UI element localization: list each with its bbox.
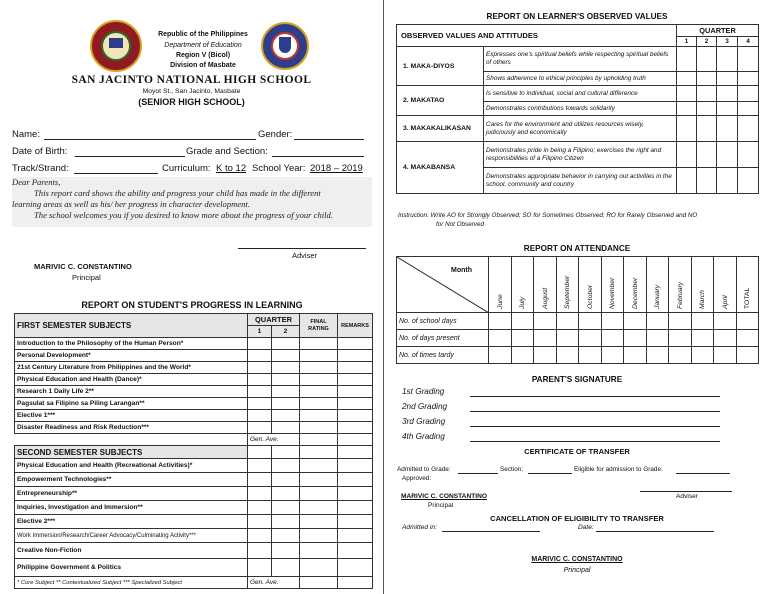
grade-cell[interactable] (248, 374, 272, 386)
attendance-cell[interactable] (511, 313, 534, 330)
grade-cell[interactable] (338, 410, 373, 422)
grade-cell[interactable] (338, 350, 373, 362)
month-label: Month (451, 267, 472, 274)
attendance-cell[interactable] (556, 347, 579, 364)
subject-row: Creative Non-Fiction (15, 543, 248, 559)
admitted-in-label: Admitted in: (402, 524, 437, 531)
gen-ave-cell[interactable] (300, 577, 338, 589)
header-cell (338, 446, 373, 459)
first-sem-header: FIRST SEMESTER SUBJECTS (15, 314, 248, 338)
attendance-cell[interactable] (646, 347, 669, 364)
attendance-cell[interactable] (624, 313, 647, 330)
grade-cell[interactable] (272, 487, 300, 501)
attendance-cell[interactable] (579, 330, 602, 347)
region-text: Region V (Bicol) (175, 52, 231, 59)
quarter-2-header: 2 (272, 326, 300, 338)
grade-cell[interactable] (300, 543, 338, 559)
rating-cell[interactable] (697, 116, 717, 142)
spacer-cell (15, 434, 248, 446)
grade-cell[interactable] (272, 398, 300, 410)
first-sem-gen-ave-label: Gen. Ave. (248, 434, 300, 446)
approved-label: Approved: (402, 475, 432, 482)
attendance-cell[interactable] (669, 313, 692, 330)
gender-field[interactable] (294, 139, 364, 140)
attendance-cell[interactable] (624, 347, 647, 364)
behavior-statement: Shows adherence to ethical principles by upholding truth (484, 72, 677, 86)
month-header (714, 257, 737, 313)
grade-cell[interactable] (338, 473, 373, 487)
quarter-1-header: 1 (248, 326, 272, 338)
month-header (601, 257, 624, 313)
grade-cell[interactable] (248, 515, 272, 529)
grade-cell[interactable] (272, 473, 300, 487)
subject-row: Physical Education and Health (Recreational Activities)* (15, 459, 248, 473)
month-header (534, 257, 557, 313)
dob-label: Date of Birth: (12, 146, 68, 157)
grade-cell[interactable] (338, 362, 373, 374)
grade-cell[interactable] (338, 487, 373, 501)
attendance-cell[interactable] (489, 347, 512, 364)
month-text: March (699, 290, 707, 309)
certificate-principal-name: MARIVIC C. CONSTANTINO (401, 493, 487, 500)
observed-values-table (396, 24, 759, 194)
grade-cell[interactable] (300, 529, 338, 543)
grade-section-label: Grade and Section: (186, 146, 268, 157)
subject-row: Research 1 Daily Life 2** (15, 386, 248, 398)
rating-cell[interactable] (677, 72, 697, 86)
gen-ave-cell[interactable] (338, 577, 373, 589)
grade-section-field[interactable] (272, 156, 364, 157)
quarter-header: QUARTER (248, 314, 300, 326)
grading-3-signature-line[interactable] (470, 426, 720, 427)
attendance-cell[interactable] (669, 347, 692, 364)
grade-cell[interactable] (338, 386, 373, 398)
grade-cell[interactable] (338, 501, 373, 515)
admitted-grade-label: Admitted to Grade: (397, 466, 451, 473)
certificate-adviser-label: Adviser (676, 493, 698, 500)
subject-row: Disaster Readiness and Risk Reduction*** (15, 422, 248, 434)
month-header (556, 257, 579, 313)
certificate-title: CERTIFICATE OF TRANSFER (524, 447, 630, 456)
attendance-row-label: No. of times tardy (397, 347, 489, 364)
month-header (624, 257, 647, 313)
behavior-statement: Demonstrates pride in being a Filipino; exercises the right and responsibilities of a Filipino Citizen (484, 142, 677, 168)
section-label: Section: (500, 466, 524, 473)
grade-cell[interactable] (272, 459, 300, 473)
attendance-cell[interactable] (534, 347, 557, 364)
attendance-cell[interactable] (556, 313, 579, 330)
grade-cell[interactable] (300, 338, 338, 350)
grading-1-label: 1st Grading (402, 387, 445, 396)
month-text: October (586, 284, 594, 309)
dob-field[interactable] (75, 156, 185, 157)
month-header (669, 257, 692, 313)
attendance-row-label: No. of days present (397, 330, 489, 347)
attendance-cell[interactable] (556, 330, 579, 347)
grade-cell[interactable] (272, 529, 300, 543)
grade-cell[interactable] (272, 515, 300, 529)
curriculum-label: Curriculum: (162, 163, 211, 174)
month-text: June (496, 294, 504, 309)
rating-cell[interactable] (738, 86, 759, 102)
page-fold-divider (383, 0, 384, 594)
attendance-cell[interactable] (601, 347, 624, 364)
grade-cell[interactable] (338, 559, 373, 577)
month-header (646, 257, 669, 313)
rating-cell[interactable] (697, 47, 717, 72)
grade-cell[interactable] (248, 422, 272, 434)
grade-cell[interactable] (248, 543, 272, 559)
school-seal-icon (90, 20, 142, 72)
attendance-cell[interactable] (511, 330, 534, 347)
attendance-cell[interactable] (579, 313, 602, 330)
grade-cell[interactable] (300, 386, 338, 398)
rating-cell[interactable] (717, 86, 738, 102)
final-rating-header: FINAL RATING (300, 314, 338, 338)
rating-cell[interactable] (697, 86, 717, 102)
attendance-cell[interactable] (534, 313, 557, 330)
subject-row: Entrepreneurship** (15, 487, 248, 501)
subject-row: Inquiries, Investigation and Immersion** (15, 501, 248, 515)
rating-cell[interactable] (717, 47, 738, 72)
attendance-cell[interactable] (714, 347, 737, 364)
core-value-makakalikasan: 3. MAKAKALIKASAN (397, 116, 484, 142)
core-value-makatao: 2. MAKATAO (397, 86, 484, 116)
second-sem-header: SECOND SEMESTER SUBJECTS (15, 446, 248, 459)
month-header (736, 257, 759, 313)
grading-4-signature-line[interactable] (470, 441, 720, 442)
grade-cell[interactable] (300, 422, 338, 434)
attendance-cell[interactable] (601, 313, 624, 330)
rating-cell[interactable] (738, 102, 759, 116)
subject-row: Introduction to the Philosophy of the Human Person* (15, 338, 248, 350)
observed-q4: 4 (738, 37, 759, 47)
attendance-row-label: No. of school days (397, 313, 489, 330)
grade-cell[interactable] (300, 459, 338, 473)
attendance-cell[interactable] (489, 330, 512, 347)
attendance-cell[interactable] (534, 330, 557, 347)
core-value-makabansa: 4. MAKABANSA (397, 142, 484, 194)
grading-4-label: 4th Grading (402, 432, 445, 441)
month-text: April (721, 295, 729, 309)
month-header (691, 257, 714, 313)
remarks-header: REMARKS (338, 314, 373, 338)
observed-q3: 3 (717, 37, 738, 47)
attendance-cell[interactable] (736, 313, 759, 330)
grade-cell[interactable] (338, 422, 373, 434)
subject-row: Work Immersion/Research/Career Advocacy/Culminating Activity*** (15, 529, 248, 543)
grade-cell[interactable] (248, 398, 272, 410)
grade-cell[interactable] (300, 515, 338, 529)
grade-cell[interactable] (248, 410, 272, 422)
second-sem-gen-ave-label: Gen. Ave. (248, 577, 300, 589)
progress-title: REPORT ON STUDENT'S PROGRESS IN LEARNING (81, 300, 303, 310)
attendance-cell[interactable] (736, 330, 759, 347)
eligible-grade-field[interactable] (676, 473, 730, 474)
rating-cell[interactable] (697, 72, 717, 86)
observed-q1: 1 (677, 37, 697, 47)
grade-cell[interactable] (248, 338, 272, 350)
grade-cell[interactable] (248, 386, 272, 398)
adviser-signature-line[interactable] (238, 248, 366, 249)
letter-line-3: The school welcomes you if you desired to know more about the progress of your child. (34, 210, 333, 220)
rating-cell[interactable] (677, 168, 697, 194)
corner-diagonal (397, 257, 489, 313)
grade-cell[interactable] (338, 543, 373, 559)
attendance-cell[interactable] (646, 330, 669, 347)
grade-cell[interactable] (300, 473, 338, 487)
grade-cell[interactable] (338, 338, 373, 350)
gen-ave-cell[interactable] (300, 434, 338, 446)
subject-legend: * Core Subject ** Contextualized Subject *** Specialized Subject (15, 577, 248, 589)
observed-q2: 2 (697, 37, 717, 47)
subject-row: Elective 2*** (15, 515, 248, 529)
grade-cell[interactable] (248, 559, 272, 577)
section-field[interactable] (528, 473, 572, 474)
republic-text: Republic of the Philippines (158, 31, 248, 38)
track-label: Track/Strand: (12, 163, 69, 174)
grade-cell[interactable] (272, 543, 300, 559)
rating-cell[interactable] (677, 47, 697, 72)
gender-label: Gender: (258, 129, 293, 140)
school-level: (SENIOR HIGH SCHOOL) (138, 97, 245, 107)
grade-cell[interactable] (272, 338, 300, 350)
observed-instruction-1: Instruction: Write AO for Strongly Observed; SO for Sometimes Observed; RO for Rarely Observed and NO (398, 212, 698, 219)
rating-cell[interactable] (677, 116, 697, 142)
header-cell (300, 446, 338, 459)
cancellation-principal-name: MARIVIC C. CONSTANTINO (531, 556, 623, 563)
attendance-cell[interactable] (669, 330, 692, 347)
rating-cell[interactable] (717, 116, 738, 142)
rating-cell[interactable] (697, 168, 717, 194)
grade-cell[interactable] (338, 515, 373, 529)
grade-cell[interactable] (272, 410, 300, 422)
grade-cell[interactable] (338, 374, 373, 386)
month-text: December (631, 277, 639, 309)
grading-3-label: 3rd Grading (402, 417, 446, 426)
attendance-table (396, 256, 759, 364)
grading-2-label: 2nd Grading (402, 402, 448, 411)
month-text: January (654, 284, 662, 309)
letter-salutation: Dear Parents, (12, 177, 61, 187)
grade-cell[interactable] (272, 386, 300, 398)
subject-row: Pagsulat sa Filipino sa Piling Larangan** (15, 398, 248, 410)
school-year-value: 2018 – 2019 (310, 163, 363, 174)
grading-1-signature-line[interactable] (470, 396, 720, 397)
grade-cell[interactable] (272, 559, 300, 577)
rating-cell[interactable] (738, 142, 759, 168)
letter-box (12, 177, 372, 227)
division-text: Division of Masbate (170, 62, 236, 69)
attendance-cell[interactable] (714, 330, 737, 347)
cancellation-date-field[interactable] (596, 531, 714, 532)
month-corner-cell (397, 257, 489, 313)
progress-table (14, 313, 373, 589)
grading-2-signature-line[interactable] (470, 411, 720, 412)
observed-values-title: REPORT ON LEARNER'S OBSERVED VALUES (486, 12, 668, 21)
attendance-title: REPORT ON ATTENDANCE (523, 244, 631, 253)
core-value-maka-diyos: 1. MAKA-DIYOS (397, 47, 484, 86)
attendance-cell[interactable] (489, 313, 512, 330)
adviser-label: Adviser (292, 251, 318, 260)
grade-cell[interactable] (300, 487, 338, 501)
principal-label: Principal (72, 273, 101, 282)
attendance-cell[interactable] (511, 347, 534, 364)
rating-cell[interactable] (717, 142, 738, 168)
department-text: Department of Education (164, 42, 242, 49)
header-cell (248, 446, 272, 459)
certificate-principal-label: Principal (428, 502, 454, 509)
month-header (579, 257, 602, 313)
attendance-cell[interactable] (691, 330, 714, 347)
grade-cell[interactable] (338, 529, 373, 543)
name-field[interactable] (44, 139, 256, 140)
grade-cell[interactable] (272, 374, 300, 386)
adviser-signature-line-transfer[interactable] (640, 491, 732, 492)
rating-cell[interactable] (738, 47, 759, 72)
school-name: SAN JACINTO NATIONAL HIGH SCHOOL (71, 74, 312, 86)
admitted-in-field[interactable] (442, 531, 540, 532)
cancellation-title: CANCELLATION OF ELIGIBILITY TO TRANSFER (490, 514, 664, 523)
curriculum-value: K to 12 (216, 163, 247, 174)
attendance-cell[interactable] (736, 347, 759, 364)
attendance-cell[interactable] (691, 347, 714, 364)
rating-cell[interactable] (717, 72, 738, 86)
subject-row: Elective 1*** (15, 410, 248, 422)
grade-cell[interactable] (272, 362, 300, 374)
subject-row: Philippine Government & Politics (15, 559, 248, 577)
subject-row: Physical Education and Health (Dance)* (15, 374, 248, 386)
grade-cell[interactable] (248, 473, 272, 487)
cancellation-date-label: Date: (578, 524, 594, 531)
name-label: Name: (12, 129, 40, 140)
month-text: February (676, 281, 684, 309)
rating-cell[interactable] (677, 102, 697, 116)
cancellation-principal-label: Principal (563, 567, 591, 574)
month-header (511, 257, 534, 313)
grade-cell[interactable] (300, 410, 338, 422)
subject-row: Empowerment Technologies** (15, 473, 248, 487)
grade-cell[interactable] (300, 398, 338, 410)
rating-cell[interactable] (738, 168, 759, 194)
rating-cell[interactable] (697, 102, 717, 116)
gen-ave-cell[interactable] (338, 434, 373, 446)
behavior-statement: Demonstrates contributions towards solidarity (484, 102, 677, 116)
grade-cell[interactable] (300, 501, 338, 515)
grade-cell[interactable] (300, 362, 338, 374)
month-text: November (609, 277, 617, 309)
grade-cell[interactable] (300, 374, 338, 386)
month-text: July (519, 296, 527, 309)
attendance-cell[interactable] (691, 313, 714, 330)
rating-cell[interactable] (677, 142, 697, 168)
grade-cell[interactable] (338, 459, 373, 473)
rating-cell[interactable] (717, 102, 738, 116)
header-cell (272, 446, 300, 459)
school-address: Moyot St., San Jacinto, Masbate (142, 88, 241, 95)
observed-instruction-2: for Not Observed (436, 221, 484, 228)
subject-row: 21st Century Literature from Philippines and the World* (15, 362, 248, 374)
grade-cell[interactable] (272, 422, 300, 434)
month-header (489, 257, 512, 313)
observed-quarter-header: QUARTER (677, 25, 759, 37)
grade-cell[interactable] (272, 350, 300, 362)
principal-name: MARIVIC C. CONSTANTINO (34, 262, 132, 271)
observed-col-header: OBSERVED VALUES AND ATTITUDES (397, 25, 677, 47)
rating-cell[interactable] (677, 86, 697, 102)
behavior-statement: Demonstrates appropriate behavior in carrying out activities in the school, community and country (484, 168, 677, 194)
letter-line-1: This report card shows the ability and progress your child has made in the different (34, 188, 321, 198)
attendance-cell[interactable] (714, 313, 737, 330)
grade-cell[interactable] (248, 362, 272, 374)
parent-signature-title: PARENT'S SIGNATURE (531, 375, 623, 384)
school-year-label: School Year: (252, 163, 306, 174)
attendance-cell[interactable] (601, 330, 624, 347)
behavior-statement: Cares for the environment and utilizes resources wisely, judiciously and economically (484, 116, 677, 142)
grade-cell[interactable] (248, 487, 272, 501)
rating-cell[interactable] (738, 72, 759, 86)
track-field[interactable] (74, 173, 158, 174)
grade-cell[interactable] (248, 459, 272, 473)
letter-line-2: learning areas as well as his/ her progress in character development. (12, 199, 250, 209)
grade-cell[interactable] (248, 529, 272, 543)
rating-cell[interactable] (697, 142, 717, 168)
month-text: TOTAL (744, 287, 752, 309)
rating-cell[interactable] (738, 116, 759, 142)
grade-cell[interactable] (248, 501, 272, 515)
grade-cell[interactable] (300, 559, 338, 577)
attendance-cell[interactable] (624, 330, 647, 347)
behavior-statement: Expresses one's spiritual beliefs while respecting spiritual beliefs of others (484, 47, 677, 72)
grade-cell[interactable] (272, 501, 300, 515)
attendance-cell[interactable] (579, 347, 602, 364)
grade-cell[interactable] (300, 350, 338, 362)
month-text: September (564, 275, 572, 309)
subject-row: Personal Development* (15, 350, 248, 362)
eligible-label: Eligible for admission to Grade: (574, 466, 663, 473)
admitted-grade-field[interactable] (458, 473, 498, 474)
rating-cell[interactable] (717, 168, 738, 194)
grade-cell[interactable] (248, 350, 272, 362)
attendance-cell[interactable] (646, 313, 669, 330)
grade-cell[interactable] (338, 398, 373, 410)
behavior-statement: Is sensitive to individual, social and cultural difference (484, 86, 677, 102)
month-text: August (541, 287, 549, 309)
deped-seal-icon (261, 22, 309, 70)
